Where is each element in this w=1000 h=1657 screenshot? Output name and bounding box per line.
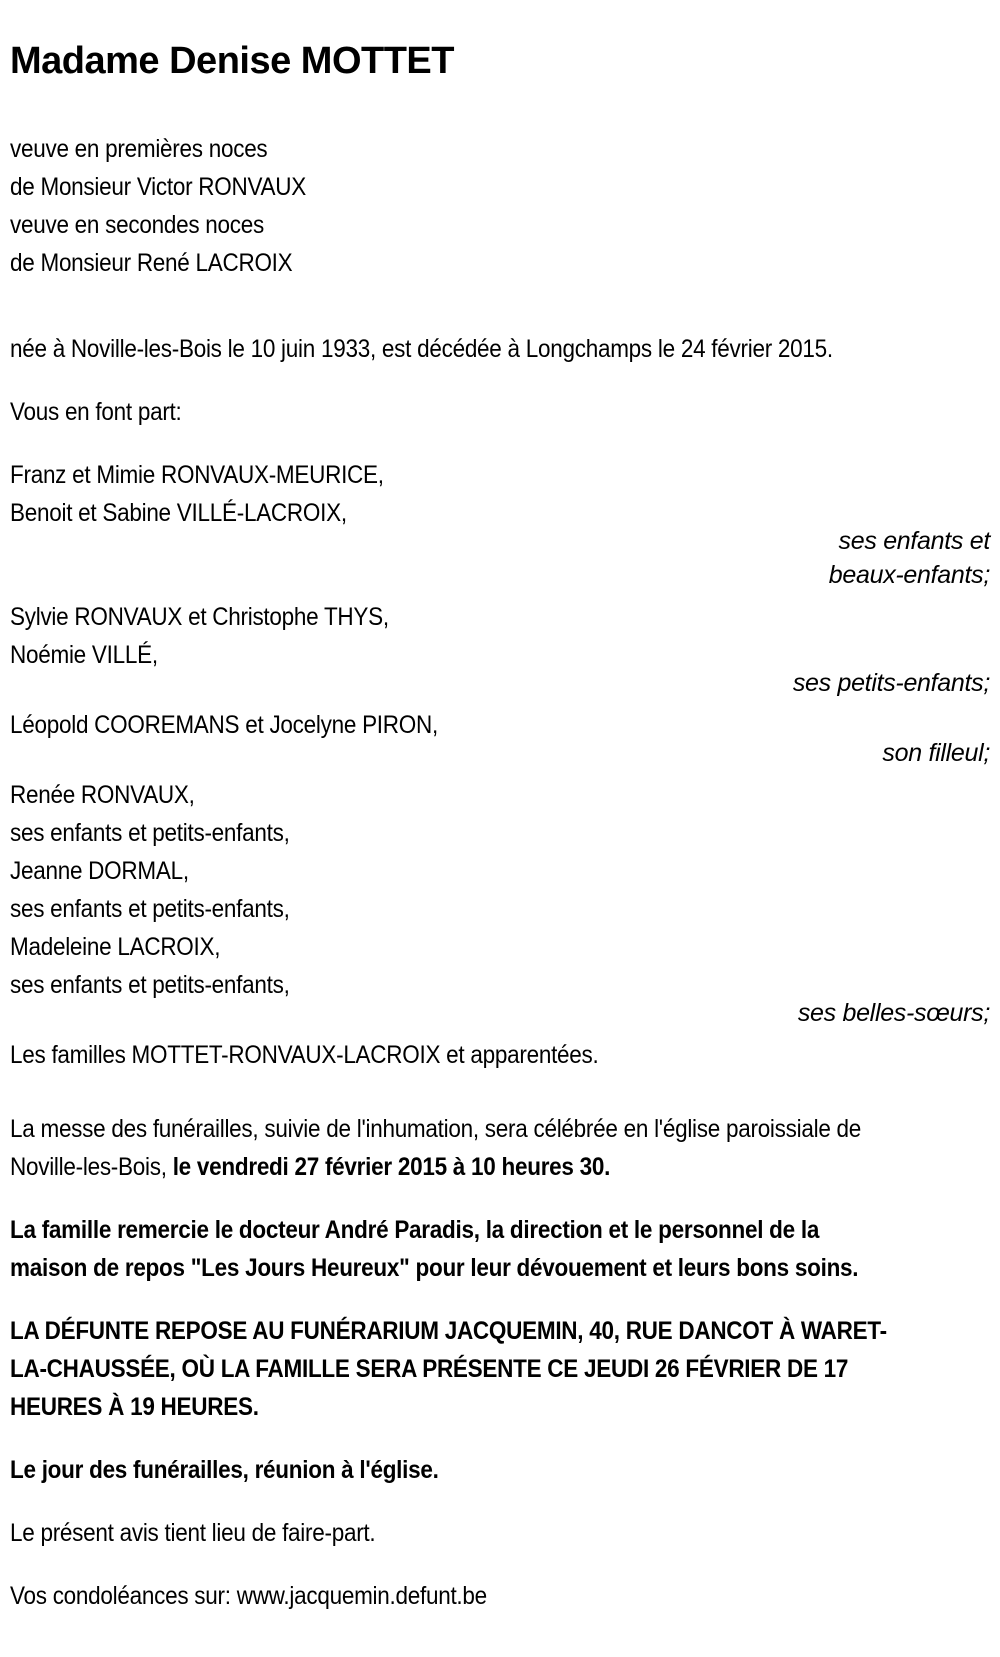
faire-part-text: Le présent avis tient lieu de faire-part. bbox=[10, 1519, 376, 1547]
page-title: Madame Denise MOTTET bbox=[10, 40, 454, 82]
family-member-name: ses enfants et petits-enfants, bbox=[10, 971, 290, 999]
ceremony-text bbox=[10, 1110, 892, 1186]
families-line: Les familles MOTTET-RONVAUX-LACROIX et apparentées. bbox=[10, 1041, 599, 1069]
relation-label bbox=[10, 524, 990, 592]
marital-status-line: veuve en premières noces bbox=[10, 135, 268, 163]
relation-label-line: beaux-enfants; bbox=[828, 561, 990, 589]
reunion-notice: Le jour des funérailles, réunion à l'église. bbox=[10, 1456, 439, 1484]
relation-label-line: ses belles-sœurs; bbox=[797, 999, 990, 1027]
condolences-text bbox=[10, 1577, 892, 1615]
marital-status-block bbox=[10, 130, 892, 282]
ceremony-prefix: La messe des funérailles, suivie de l'inhumation, sera célébrée en l'église paroissiale de Noville-les-Bois, bbox=[10, 1115, 862, 1181]
condolences-prefix: Vos condoléances sur: bbox=[10, 1582, 237, 1610]
family-member-name: Madeleine LACROIX, bbox=[10, 933, 221, 961]
announcement-label: Vous en font part: bbox=[10, 398, 182, 426]
relation-label-line: son filleul; bbox=[882, 739, 990, 767]
relation-label-line: ses petits-enfants; bbox=[792, 669, 990, 697]
family-member-name: ses enfants et petits-enfants, bbox=[10, 819, 290, 847]
family-group bbox=[10, 456, 892, 532]
marital-status-line: de Monsieur Victor RONVAUX bbox=[10, 173, 307, 201]
family-member-name: Franz et Mimie RONVAUX-MEURICE, bbox=[10, 461, 384, 489]
thanks-text: La famille remercie le docteur André Paradis, la direction et le personnel de la maison de repos "Les Jours Heureux" pour leur dévouement et leurs bons soins. bbox=[10, 1216, 859, 1282]
family-member-name: ses enfants et petits-enfants, bbox=[10, 895, 290, 923]
family-group bbox=[10, 706, 892, 744]
family-member-name: Léopold COOREMANS et Jocelyne PIRON, bbox=[10, 711, 438, 739]
repose-notice: LA DÉFUNTE REPOSE AU FUNÉRARIUM JACQUEMIN, 40, RUE DANCOT À WARET-LA-CHAUSSÉE, OÙ LA FAMILLE SERA PRÉSENTE CE JEUDI 26 FÉVRIER DE 17 HEURES À 19 HEURES. bbox=[10, 1317, 887, 1421]
family-member-name: Noémie VILLÉ, bbox=[10, 641, 158, 669]
marital-status-line: de Monsieur René LACROIX bbox=[10, 249, 293, 277]
family-group bbox=[10, 598, 892, 674]
birth-death-text: née à Noville-les-Bois le 10 juin 1933, est décédée à Longchamps le 24 février 2015. bbox=[10, 335, 833, 363]
family-member-name: Renée RONVAUX, bbox=[10, 781, 195, 809]
marital-status-line: veuve en secondes noces bbox=[10, 211, 264, 239]
family-member-name: Jeanne DORMAL, bbox=[10, 857, 189, 885]
family-member-name: Sylvie RONVAUX et Christophe THYS, bbox=[10, 603, 389, 631]
relation-label-line: ses enfants et bbox=[838, 527, 990, 555]
condolences-url[interactable]: www.jacquemin.defunt.be bbox=[236, 1582, 487, 1610]
family-member-name: Benoit et Sabine VILLÉ-LACROIX, bbox=[10, 499, 347, 527]
family-group bbox=[10, 776, 892, 1004]
ceremony-datetime: le vendredi 27 février 2015 à 10 heures 30. bbox=[172, 1153, 611, 1181]
